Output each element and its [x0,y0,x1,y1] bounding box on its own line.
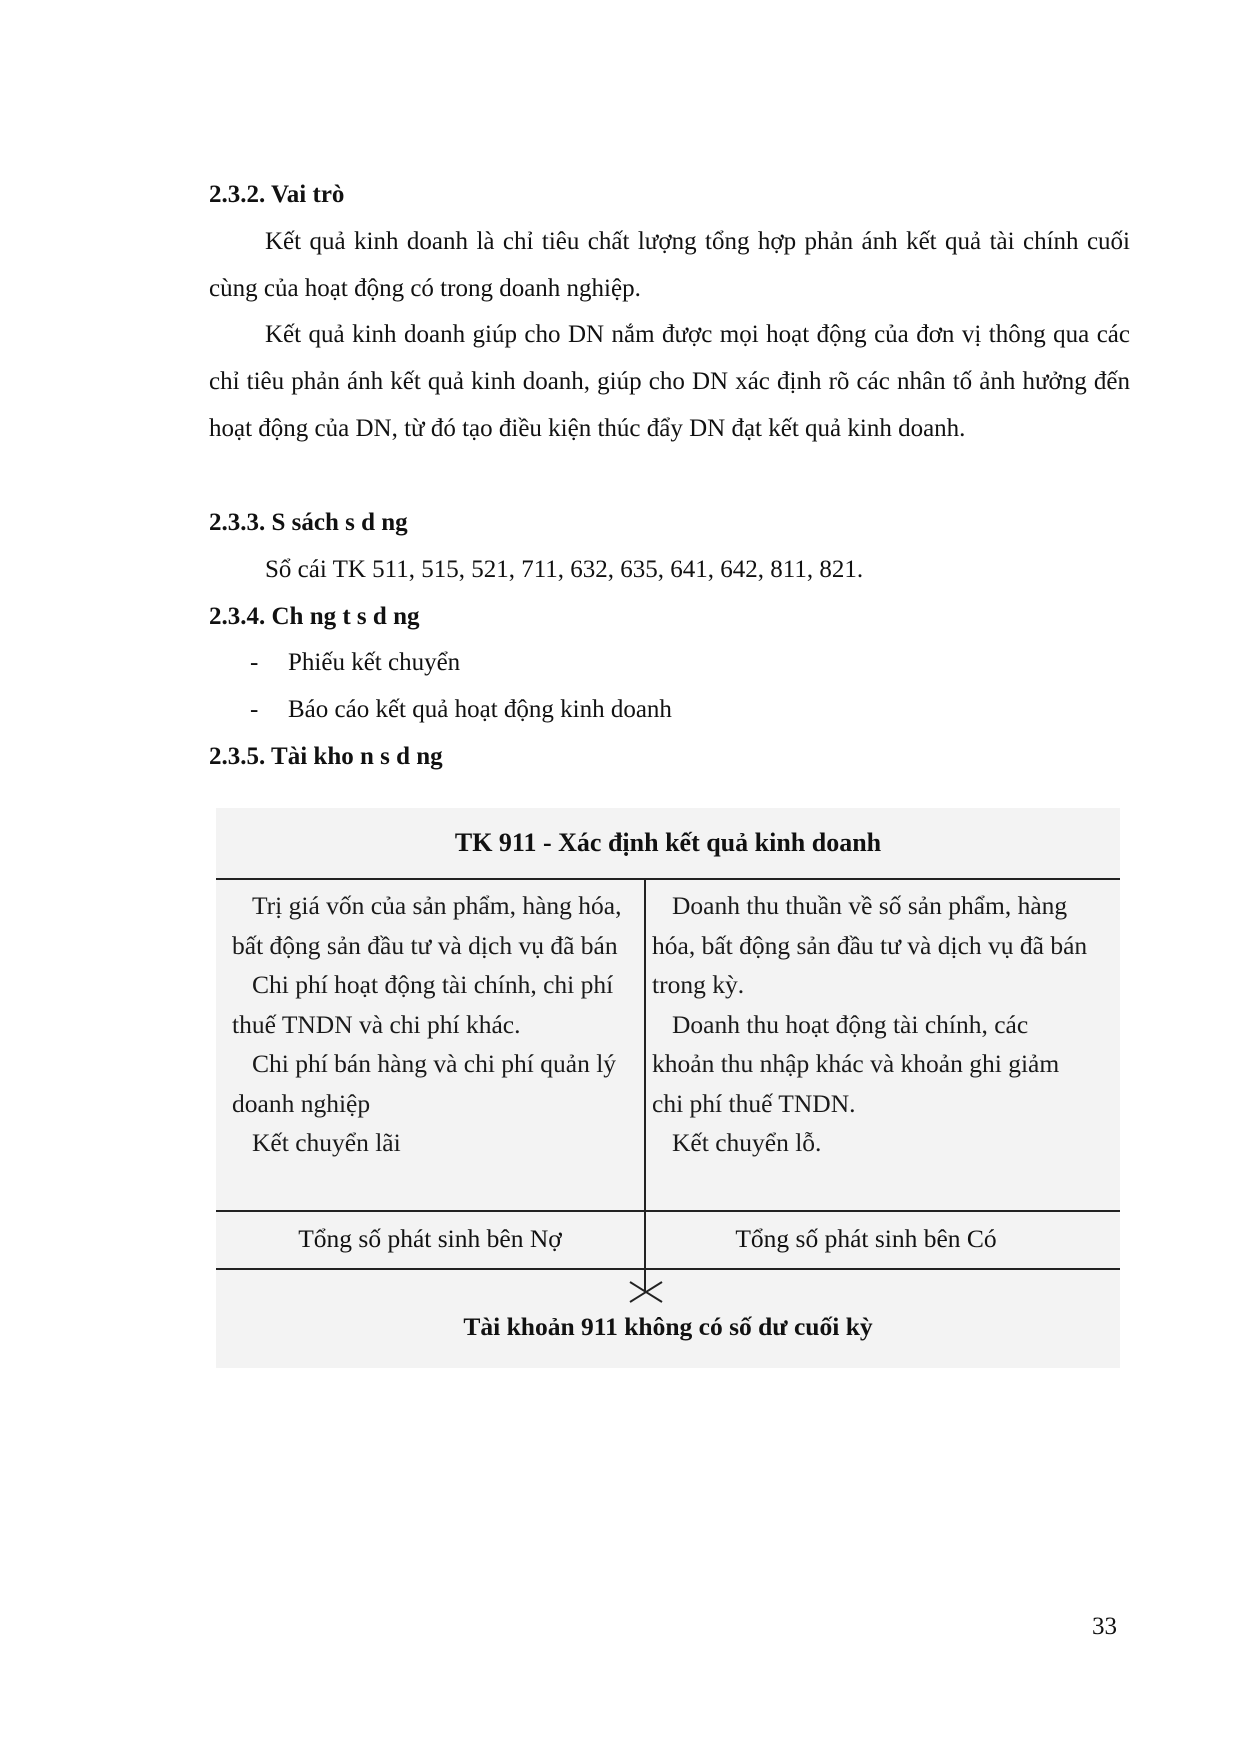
paragraph-role-1: Kết quả kinh doanh là chỉ tiêu chất lượng tổng hợp phản ánh kết quả tài chính cuối cùng của hoạt động có trong doanh nghiệp. [209,228,1130,302]
credit-item: Kết chuyển lỗ. [672,1128,822,1157]
t-account-total-rule [216,1210,1120,1212]
debit-column [232,886,628,1163]
t-account-bottom-rule [216,1268,1120,1270]
bullet-dash: - [250,696,259,723]
t-account-title: TK 911 - Xác định kết quả kinh doanh [454,828,882,857]
ledger-list: Sổ cái TK 511, 515, 521, 711, 632, 635, 641, 642, 811, 821. [265,556,864,583]
paragraph-role-2: Kết quả kinh doanh giúp cho DN nắm được mọi hoạt động của đơn vị thông qua các chỉ tiêu phản ánh kết quả kinh doanh, giúp cho DN xác định rõ các nhân tố ảnh hưởng đến hoạt động của DN, từ đó tạo điều kiện thúc đẩy DN đạt kết quả kinh doanh. [209,321,1130,442]
debit-item: Chi phí bán hàng và chi phí quản lý doanh nghiệp [232,1049,617,1118]
credit-total: Tổng số phát sinh bên Có [735,1224,997,1253]
t-account-top-rule [216,878,1120,880]
t-account-diagram [216,808,1120,1368]
page-number: 33 [1092,1613,1117,1640]
debit-item: Kết chuyển lãi [252,1128,401,1157]
debit-item: Chi phí hoạt động tài chính, chi phí thuế TNDN và chi phí khác. [232,970,614,1039]
zero-balance-cross-icon [626,1278,666,1306]
debit-total: Tổng số phát sinh bên Nợ [298,1224,562,1253]
section-heading-2-3-4: 2.3.4. Ch ng t s d ng [209,603,420,630]
bullet-item [250,648,460,678]
credit-item: Doanh thu thuần về số sản phẩm, hàng hóa, bất động sản đầu tư và dịch vụ đã bán trong kỳ. [652,891,1088,999]
bullet-item [250,695,672,725]
debit-item: Trị giá vốn của sản phẩm, hàng hóa, bất động sản đầu tư và dịch vụ đã bán [232,891,622,960]
credit-item: Doanh thu hoạt động tài chính, các khoản thu nhập khác và khoản ghi giảm chi phí thuế TNDN. [652,1009,1060,1118]
section-heading-2-3-5: 2.3.5. Tài kho n s d ng [209,743,443,770]
t-account-footer: Tài khoản 911 không có số dư cuối kỳ [463,1312,873,1341]
bullet-dash: - [250,649,259,676]
section-heading-2-3-2: 2.3.2. Vai trò [209,181,345,208]
bullet-text: Báo cáo kết quả hoạt động kinh doanh [288,696,672,723]
section-heading-2-3-3: 2.3.3. S sách s d ng [209,509,408,536]
bullet-text: Phiếu kết chuyển [288,649,461,676]
credit-column [652,886,1092,1163]
